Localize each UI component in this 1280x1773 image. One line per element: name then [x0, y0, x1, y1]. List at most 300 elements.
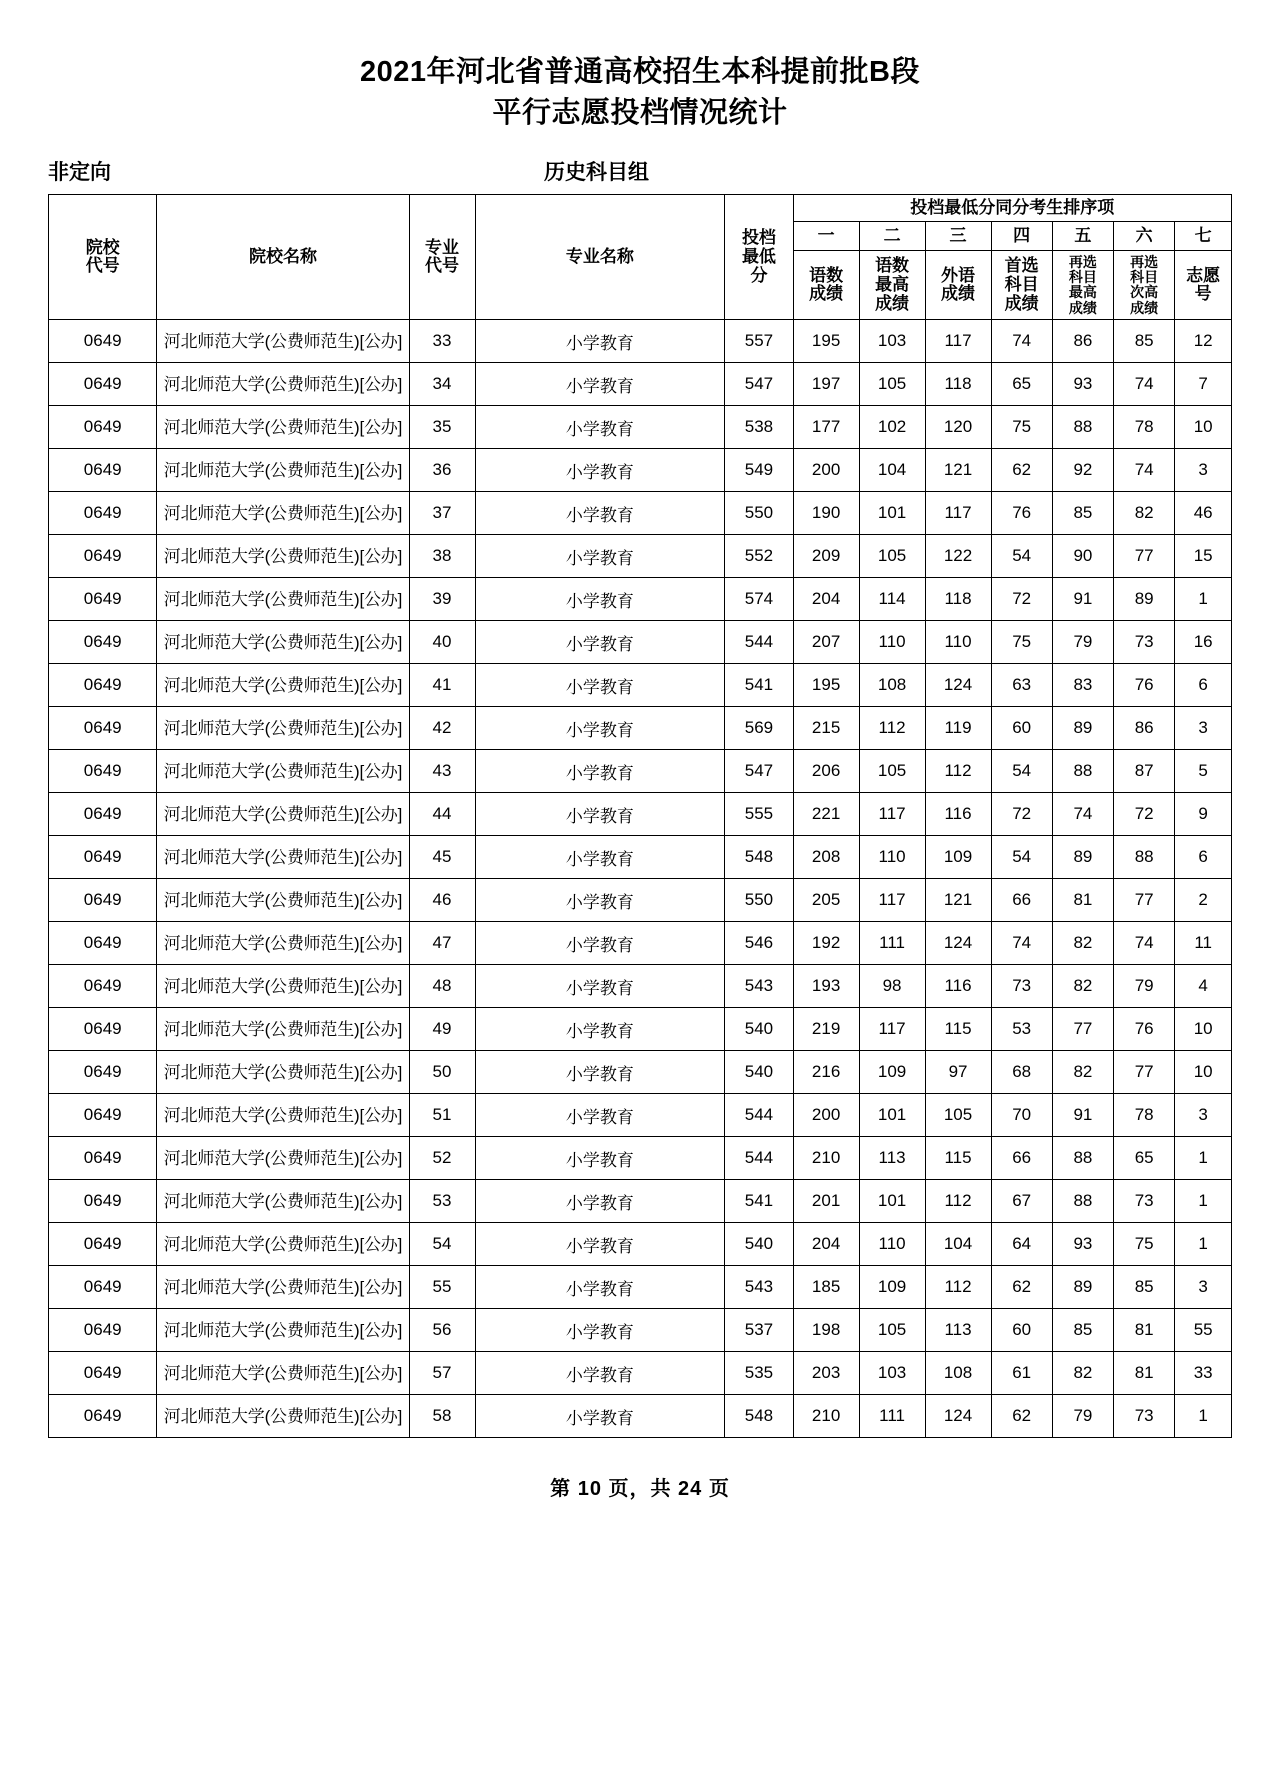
cell-school-code: 0649: [49, 1180, 157, 1223]
cell-rank-4: 62: [991, 449, 1052, 492]
cell-major-code: 46: [409, 879, 475, 922]
cell-major-code: 35: [409, 406, 475, 449]
cell-school-name: 河北师范大学(公费师范生)[公办]: [157, 707, 409, 750]
cell-rank-3: 109: [925, 836, 991, 879]
cell-rank-4: 63: [991, 664, 1052, 707]
cell-rank-7: 3: [1175, 449, 1232, 492]
cell-min-score: 569: [725, 707, 793, 750]
table-row: [49, 707, 1232, 750]
cell-school-code: 0649: [49, 1094, 157, 1137]
page-footer: 第 10 页，共 24 页: [550, 1478, 730, 1501]
cell-rank-2: 113: [859, 1137, 925, 1180]
cell-rank-3: 112: [925, 1266, 991, 1309]
cell-major-code: 37: [409, 492, 475, 535]
cell-rank-7: 10: [1175, 1051, 1232, 1094]
cell-rank-3: 119: [925, 707, 991, 750]
cell-rank-1: 185: [793, 1266, 859, 1309]
cell-major-name: 小学教育: [475, 1051, 725, 1094]
cell-rank-1: 210: [793, 1137, 859, 1180]
cell-school-name: 河北师范大学(公费师范生)[公办]: [157, 965, 409, 1008]
cell-rank-1: 206: [793, 750, 859, 793]
cell-school-code: 0649: [49, 449, 157, 492]
cell-rank-5: 82: [1052, 1051, 1113, 1094]
cell-rank-6: 77: [1114, 535, 1175, 578]
cell-rank-7: 1: [1175, 1180, 1232, 1223]
cell-major-code: 45: [409, 836, 475, 879]
cell-rank-4: 60: [991, 707, 1052, 750]
cell-school-name: 河北师范大学(公费师范生)[公办]: [157, 879, 409, 922]
cell-rank-3: 105: [925, 1094, 991, 1137]
header-rank-2: 二: [859, 222, 925, 251]
cell-major-code: 49: [409, 1008, 475, 1051]
table-row: [49, 578, 1232, 621]
admission-statistics-table: [48, 194, 1232, 1438]
table-row: [49, 406, 1232, 449]
cell-major-code: 38: [409, 535, 475, 578]
cell-rank-5: 88: [1052, 1137, 1113, 1180]
cell-rank-1: 209: [793, 535, 859, 578]
cell-school-code: 0649: [49, 621, 157, 664]
cell-major-name: 小学教育: [475, 1395, 725, 1438]
cell-major-code: 52: [409, 1137, 475, 1180]
cell-rank-3: 117: [925, 492, 991, 535]
cell-min-score: 555: [725, 793, 793, 836]
cell-rank-2: 101: [859, 1180, 925, 1223]
table-row: [49, 922, 1232, 965]
cell-major-name: 小学教育: [475, 1352, 725, 1395]
header-rank-5: 五: [1052, 222, 1113, 251]
cell-rank-5: 92: [1052, 449, 1113, 492]
cell-min-score: 541: [725, 664, 793, 707]
cell-rank-3: 115: [925, 1008, 991, 1051]
cell-rank-5: 86: [1052, 320, 1113, 363]
cell-rank-7: 2: [1175, 879, 1232, 922]
cell-rank-3: 112: [925, 750, 991, 793]
cell-rank-5: 88: [1052, 406, 1113, 449]
header-rank-6: 六: [1114, 222, 1175, 251]
table-row: [49, 535, 1232, 578]
cell-rank-3: 124: [925, 664, 991, 707]
table-row: [49, 1223, 1232, 1266]
cell-rank-5: 85: [1052, 492, 1113, 535]
cell-rank-1: 210: [793, 1395, 859, 1438]
cell-major-code: 33: [409, 320, 475, 363]
cell-major-code: 39: [409, 578, 475, 621]
cell-major-name: 小学教育: [475, 320, 725, 363]
cell-rank-3: 121: [925, 879, 991, 922]
cell-rank-3: 110: [925, 621, 991, 664]
table-row: [49, 879, 1232, 922]
cell-school-name: 河北师范大学(公费师范生)[公办]: [157, 621, 409, 664]
cell-school-code: 0649: [49, 879, 157, 922]
header-chinese-math-highest: 语数 最高 成绩: [859, 251, 925, 320]
header-major-code: 专业 代号: [409, 195, 475, 320]
cell-rank-1: 197: [793, 363, 859, 406]
table-row: [49, 1352, 1232, 1395]
cell-rank-6: 73: [1114, 621, 1175, 664]
cell-school-name: 河北师范大学(公费师范生)[公办]: [157, 406, 409, 449]
cell-major-name: 小学教育: [475, 578, 725, 621]
cell-school-name: 河北师范大学(公费师范生)[公办]: [157, 1223, 409, 1266]
cell-rank-3: 113: [925, 1309, 991, 1352]
cell-rank-2: 98: [859, 965, 925, 1008]
header-foreign-language-score: 外语 成绩: [925, 251, 991, 320]
header-reselect-subject-highest: 再选 科目 最高 成绩: [1052, 251, 1113, 320]
table-row: [49, 836, 1232, 879]
cell-major-code: 58: [409, 1395, 475, 1438]
cell-rank-3: 116: [925, 793, 991, 836]
cell-major-name: 小学教育: [475, 1266, 725, 1309]
cell-rank-4: 76: [991, 492, 1052, 535]
header-rank-1: 一: [793, 222, 859, 251]
cell-major-name: 小学教育: [475, 492, 725, 535]
cell-school-code: 0649: [49, 664, 157, 707]
cell-school-name: 河北师范大学(公费师范生)[公办]: [157, 750, 409, 793]
header-rank-7: 七: [1175, 222, 1232, 251]
cell-rank-7: 5: [1175, 750, 1232, 793]
cell-rank-6: 85: [1114, 320, 1175, 363]
cell-rank-1: 193: [793, 965, 859, 1008]
cell-major-name: 小学教育: [475, 363, 725, 406]
cell-school-code: 0649: [49, 1137, 157, 1180]
cell-rank-6: 89: [1114, 578, 1175, 621]
cell-rank-7: 1: [1175, 1223, 1232, 1266]
cell-rank-4: 70: [991, 1094, 1052, 1137]
cell-rank-6: 78: [1114, 406, 1175, 449]
cell-rank-3: 124: [925, 1395, 991, 1438]
document-title-line-2: 平行志愿投档情况统计: [492, 97, 788, 130]
header-row-group: [49, 195, 1232, 222]
cell-rank-7: 3: [1175, 1266, 1232, 1309]
cell-min-score: 547: [725, 363, 793, 406]
cell-rank-6: 79: [1114, 965, 1175, 1008]
cell-rank-4: 75: [991, 621, 1052, 664]
cell-rank-3: 108: [925, 1352, 991, 1395]
cell-rank-1: 203: [793, 1352, 859, 1395]
cell-school-name: 河北师范大学(公费师范生)[公办]: [157, 1352, 409, 1395]
cell-major-name: 小学教育: [475, 664, 725, 707]
cell-rank-7: 12: [1175, 320, 1232, 363]
cell-rank-2: 101: [859, 492, 925, 535]
cell-school-name: 河北师范大学(公费师范生)[公办]: [157, 363, 409, 406]
cell-rank-5: 82: [1052, 1352, 1113, 1395]
cell-rank-6: 76: [1114, 1008, 1175, 1051]
cell-rank-4: 75: [991, 406, 1052, 449]
cell-major-name: 小学教育: [475, 1008, 725, 1051]
cell-rank-4: 54: [991, 535, 1052, 578]
cell-rank-7: 6: [1175, 664, 1232, 707]
cell-rank-4: 73: [991, 965, 1052, 1008]
cell-school-code: 0649: [49, 1008, 157, 1051]
cell-rank-4: 72: [991, 793, 1052, 836]
cell-rank-7: 10: [1175, 406, 1232, 449]
cell-school-code: 0649: [49, 1051, 157, 1094]
cell-major-code: 36: [409, 449, 475, 492]
cell-major-name: 小学教育: [475, 707, 725, 750]
cell-rank-4: 62: [991, 1395, 1052, 1438]
cell-rank-1: 195: [793, 664, 859, 707]
cell-major-code: 53: [409, 1180, 475, 1223]
cell-min-score: 550: [725, 492, 793, 535]
cell-school-name: 河北师范大学(公费师范生)[公办]: [157, 1008, 409, 1051]
cell-rank-5: 79: [1052, 621, 1113, 664]
cell-school-name: 河北师范大学(公费师范生)[公办]: [157, 1094, 409, 1137]
cell-rank-5: 93: [1052, 363, 1113, 406]
cell-min-score: 544: [725, 1137, 793, 1180]
cell-rank-1: 201: [793, 1180, 859, 1223]
cell-rank-3: 97: [925, 1051, 991, 1094]
cell-min-score: 543: [725, 1266, 793, 1309]
cell-rank-7: 3: [1175, 1094, 1232, 1137]
cell-major-name: 小学教育: [475, 1309, 725, 1352]
cell-rank-4: 53: [991, 1008, 1052, 1051]
table-row: [49, 449, 1232, 492]
cell-major-code: 40: [409, 621, 475, 664]
cell-rank-5: 82: [1052, 965, 1113, 1008]
cell-rank-5: 90: [1052, 535, 1113, 578]
cell-rank-2: 111: [859, 922, 925, 965]
cell-major-code: 48: [409, 965, 475, 1008]
cell-rank-5: 91: [1052, 1094, 1113, 1137]
header-min-score: 投档 最低 分: [725, 195, 793, 320]
cell-major-name: 小学教育: [475, 1094, 725, 1137]
cell-rank-2: 105: [859, 535, 925, 578]
cell-rank-1: 204: [793, 578, 859, 621]
header-rank-4: 四: [991, 222, 1052, 251]
cell-min-score: 543: [725, 965, 793, 1008]
cell-major-name: 小学教育: [475, 922, 725, 965]
cell-school-name: 河北师范大学(公费师范生)[公办]: [157, 492, 409, 535]
cell-major-code: 56: [409, 1309, 475, 1352]
cell-major-name: 小学教育: [475, 1137, 725, 1180]
table-row: [49, 1309, 1232, 1352]
cell-school-code: 0649: [49, 965, 157, 1008]
table-header: [49, 195, 1232, 320]
cell-school-name: 河北师范大学(公费师范生)[公办]: [157, 1137, 409, 1180]
cell-rank-4: 61: [991, 1352, 1052, 1395]
cell-rank-6: 76: [1114, 664, 1175, 707]
table-row: [49, 492, 1232, 535]
cell-rank-2: 104: [859, 449, 925, 492]
cell-rank-2: 105: [859, 750, 925, 793]
table-row: [49, 1051, 1232, 1094]
cell-min-score: 552: [725, 535, 793, 578]
cell-rank-2: 103: [859, 320, 925, 363]
cell-school-code: 0649: [49, 320, 157, 363]
cell-major-name: 小学教育: [475, 836, 725, 879]
cell-min-score: 540: [725, 1051, 793, 1094]
cell-rank-5: 83: [1052, 664, 1113, 707]
cell-major-name: 小学教育: [475, 621, 725, 664]
cell-major-name: 小学教育: [475, 406, 725, 449]
cell-rank-2: 117: [859, 793, 925, 836]
cell-major-code: 41: [409, 664, 475, 707]
cell-rank-6: 87: [1114, 750, 1175, 793]
cell-rank-4: 65: [991, 363, 1052, 406]
header-school-name: 院校名称: [157, 195, 409, 320]
cell-rank-6: 72: [1114, 793, 1175, 836]
cell-rank-2: 117: [859, 879, 925, 922]
cell-rank-6: 81: [1114, 1352, 1175, 1395]
cell-rank-7: 4: [1175, 965, 1232, 1008]
cell-school-code: 0649: [49, 1309, 157, 1352]
cell-school-name: 河北师范大学(公费师范生)[公办]: [157, 664, 409, 707]
cell-min-score: 535: [725, 1352, 793, 1395]
cell-major-code: 50: [409, 1051, 475, 1094]
cell-rank-2: 102: [859, 406, 925, 449]
table-body: [49, 320, 1232, 1438]
cell-rank-4: 72: [991, 578, 1052, 621]
cell-rank-7: 46: [1175, 492, 1232, 535]
cell-rank-2: 105: [859, 363, 925, 406]
cell-rank-2: 117: [859, 1008, 925, 1051]
cell-school-name: 河北师范大学(公费师范生)[公办]: [157, 449, 409, 492]
cell-rank-6: 82: [1114, 492, 1175, 535]
header-major-name: 专业名称: [475, 195, 725, 320]
cell-school-name: 河北师范大学(公费师范生)[公办]: [157, 1051, 409, 1094]
cell-rank-2: 108: [859, 664, 925, 707]
cell-major-code: 43: [409, 750, 475, 793]
cell-rank-6: 78: [1114, 1094, 1175, 1137]
title-block: [48, 0, 1232, 134]
enrollment-type-label: 非定向: [48, 161, 111, 185]
cell-rank-2: 105: [859, 1309, 925, 1352]
cell-rank-1: 207: [793, 621, 859, 664]
table-row: [49, 1094, 1232, 1137]
cell-major-name: 小学教育: [475, 535, 725, 578]
cell-major-name: 小学教育: [475, 1223, 725, 1266]
cell-rank-1: 221: [793, 793, 859, 836]
cell-rank-5: 74: [1052, 793, 1113, 836]
cell-rank-6: 75: [1114, 1223, 1175, 1266]
cell-major-name: 小学教育: [475, 965, 725, 1008]
header-rank-3: 三: [925, 222, 991, 251]
cell-min-score: 548: [725, 836, 793, 879]
cell-school-name: 河北师范大学(公费师范生)[公办]: [157, 1395, 409, 1438]
cell-rank-2: 101: [859, 1094, 925, 1137]
cell-major-name: 小学教育: [475, 1180, 725, 1223]
cell-school-code: 0649: [49, 750, 157, 793]
table-row: [49, 363, 1232, 406]
cell-rank-5: 77: [1052, 1008, 1113, 1051]
cell-rank-6: 77: [1114, 879, 1175, 922]
cell-rank-7: 10: [1175, 1008, 1232, 1051]
header-chinese-math-score: 语数 成绩: [793, 251, 859, 320]
cell-rank-6: 73: [1114, 1395, 1175, 1438]
cell-rank-4: 54: [991, 836, 1052, 879]
table-row: [49, 1395, 1232, 1438]
cell-rank-5: 91: [1052, 578, 1113, 621]
cell-rank-5: 88: [1052, 1180, 1113, 1223]
cell-rank-5: 79: [1052, 1395, 1113, 1438]
cell-rank-1: 216: [793, 1051, 859, 1094]
table-row: [49, 664, 1232, 707]
category-row: [48, 156, 1232, 186]
cell-rank-1: 200: [793, 1094, 859, 1137]
cell-rank-2: 103: [859, 1352, 925, 1395]
cell-min-score: 538: [725, 406, 793, 449]
table-row: [49, 965, 1232, 1008]
cell-rank-5: 82: [1052, 922, 1113, 965]
cell-rank-3: 104: [925, 1223, 991, 1266]
cell-rank-7: 33: [1175, 1352, 1232, 1395]
cell-rank-4: 62: [991, 1266, 1052, 1309]
cell-rank-3: 124: [925, 922, 991, 965]
cell-rank-6: 74: [1114, 922, 1175, 965]
cell-rank-1: 198: [793, 1309, 859, 1352]
table-row: [49, 1008, 1232, 1051]
cell-rank-6: 74: [1114, 449, 1175, 492]
cell-school-name: 河北师范大学(公费师范生)[公办]: [157, 578, 409, 621]
cell-min-score: 557: [725, 320, 793, 363]
cell-rank-3: 112: [925, 1180, 991, 1223]
cell-major-name: 小学教育: [475, 879, 725, 922]
cell-major-code: 42: [409, 707, 475, 750]
cell-rank-4: 54: [991, 750, 1052, 793]
cell-school-code: 0649: [49, 492, 157, 535]
cell-min-score: 550: [725, 879, 793, 922]
cell-school-code: 0649: [49, 363, 157, 406]
cell-min-score: 544: [725, 1094, 793, 1137]
cell-rank-1: 215: [793, 707, 859, 750]
cell-min-score: 549: [725, 449, 793, 492]
cell-rank-4: 74: [991, 922, 1052, 965]
cell-school-code: 0649: [49, 836, 157, 879]
header-tiebreak-group: 投档最低分同分考生排序项: [793, 195, 1231, 222]
table-row: [49, 1266, 1232, 1309]
cell-rank-5: 93: [1052, 1223, 1113, 1266]
cell-rank-4: 64: [991, 1223, 1052, 1266]
cell-major-code: 55: [409, 1266, 475, 1309]
cell-rank-6: 77: [1114, 1051, 1175, 1094]
cell-rank-7: 6: [1175, 836, 1232, 879]
cell-school-name: 河北师范大学(公费师范生)[公办]: [157, 535, 409, 578]
cell-school-code: 0649: [49, 1223, 157, 1266]
table-row: [49, 793, 1232, 836]
cell-rank-7: 55: [1175, 1309, 1232, 1352]
cell-min-score: 544: [725, 621, 793, 664]
cell-rank-3: 120: [925, 406, 991, 449]
header-volunteer-number: 志愿 号: [1175, 251, 1232, 320]
cell-min-score: 540: [725, 1223, 793, 1266]
cell-rank-3: 122: [925, 535, 991, 578]
cell-rank-4: 66: [991, 879, 1052, 922]
cell-school-name: 河北师范大学(公费师范生)[公办]: [157, 1266, 409, 1309]
cell-school-name: 河北师范大学(公费师范生)[公办]: [157, 922, 409, 965]
cell-school-code: 0649: [49, 535, 157, 578]
cell-min-score: 546: [725, 922, 793, 965]
cell-rank-3: 118: [925, 578, 991, 621]
cell-rank-7: 7: [1175, 363, 1232, 406]
cell-major-name: 小学教育: [475, 793, 725, 836]
cell-rank-1: 200: [793, 449, 859, 492]
cell-rank-7: 16: [1175, 621, 1232, 664]
table-row: [49, 320, 1232, 363]
cell-rank-5: 85: [1052, 1309, 1113, 1352]
cell-min-score: 537: [725, 1309, 793, 1352]
cell-rank-3: 117: [925, 320, 991, 363]
cell-rank-1: 177: [793, 406, 859, 449]
cell-rank-7: 1: [1175, 578, 1232, 621]
cell-major-code: 57: [409, 1352, 475, 1395]
cell-major-code: 44: [409, 793, 475, 836]
cell-rank-1: 219: [793, 1008, 859, 1051]
cell-school-code: 0649: [49, 1266, 157, 1309]
table-row: [49, 621, 1232, 664]
header-reselect-subject-second: 再选 科目 次高 成绩: [1114, 251, 1175, 320]
cell-major-name: 小学教育: [475, 449, 725, 492]
cell-min-score: 574: [725, 578, 793, 621]
